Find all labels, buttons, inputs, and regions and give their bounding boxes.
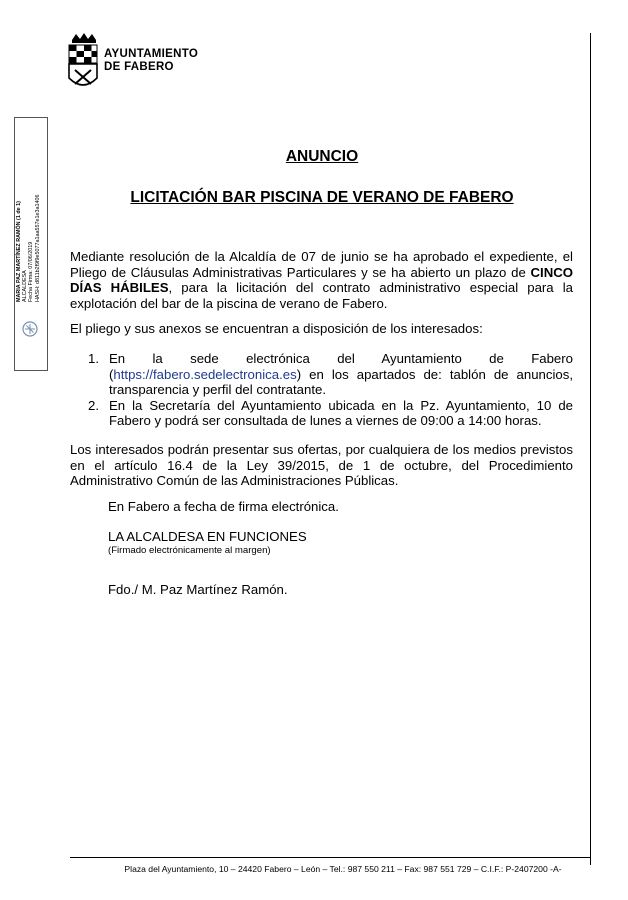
availability-list	[70, 351, 573, 429]
list-item-number: 2.	[88, 397, 99, 413]
logo-line-1: AYUNTAMIENTO	[104, 48, 199, 60]
para1-text-a: Mediante resolución de la Alcaldía de 07 de junio se ha aprobado el expediente, el Pliego de Cláusulas Administrativas Particulares y se ha abierto un plazo de	[70, 249, 573, 280]
footer-address: Plaza del Ayuntamiento, 10 – 24420 Fabero – León – Tel.: 987 550 211 – Fax: 987 551 729 – C.I.F.: P-2407200 -A-	[124, 864, 562, 874]
list-item-text-a: En la sede electrónica del Ayuntamiento de Fabero (	[109, 351, 573, 382]
signature-line: Fdo./ M. Paz Martínez Ramón.	[108, 582, 288, 597]
paragraph-availability: El pliego y sus anexos se encuentran a disposición de los interesados:	[70, 321, 483, 336]
document-title: ANUNCIO	[285, 148, 359, 165]
sede-electronica-link[interactable]: https://fabero.sedelectronica.es	[113, 366, 297, 382]
signed-note: (Firmado electrónicamente al margen)	[108, 545, 271, 556]
signer-role: LA ALCALDESA EN FUNCIONES	[108, 529, 307, 544]
paragraph-resolution	[70, 249, 573, 311]
logo-line-2: DE FABERO	[104, 61, 174, 73]
list-item-number: 1.	[88, 351, 99, 366]
list-item-text: En la Secretaría del Ayuntamiento ubicada en la Pz. Ayuntamiento, 10 de Fabero y podrá ser consultada de lunes a viernes de 09:00 a 14:00 horas.	[109, 397, 573, 428]
place-date-line: En Fabero a fecha de firma electrónica.	[108, 499, 339, 514]
stamp-sign-date: Fecha Firma: 07/06/2019	[28, 241, 35, 302]
document-subtitle: LICITACIÓN BAR PISCINA DE VERANO DE FABERO	[130, 189, 514, 206]
list-item	[70, 398, 573, 429]
stamp-signer-role: ALCALDESA	[22, 270, 29, 302]
electronic-seal-icon	[20, 319, 40, 339]
list-item-text-b: ) en los apartados de: tablón de anuncios, transparencia y perfil del contratante.	[109, 366, 573, 397]
right-margin-rule	[590, 33, 591, 865]
signature-stamp-text	[16, 142, 41, 302]
logo-wordmark	[104, 48, 198, 74]
stamp-signer-name: MARIA PAZ MARTÍNEZ RAMÓN (1 de 1)	[16, 201, 22, 302]
paragraph-offers: Los interesados podrán presentar sus ofertas, por cualquiera de los medios previstos en el artículo 16.4 de la Ley 39/2015, de 1 de octubre, del Procedimiento Administrativo Común de las Administraciones Públicas.	[70, 442, 573, 488]
footer-rule	[70, 857, 590, 858]
list-item	[70, 351, 573, 398]
para1-deadline: CINCO DÍAS HÁBILES	[70, 264, 573, 295]
para1-text-c: , para la licitación del contrato administrativo especial para la explotación del bar de la piscina de verano de Fabero.	[70, 280, 573, 311]
stamp-hash: HASH: d811b2f9f9e5077a1aa557e1e3a1406	[34, 194, 41, 302]
